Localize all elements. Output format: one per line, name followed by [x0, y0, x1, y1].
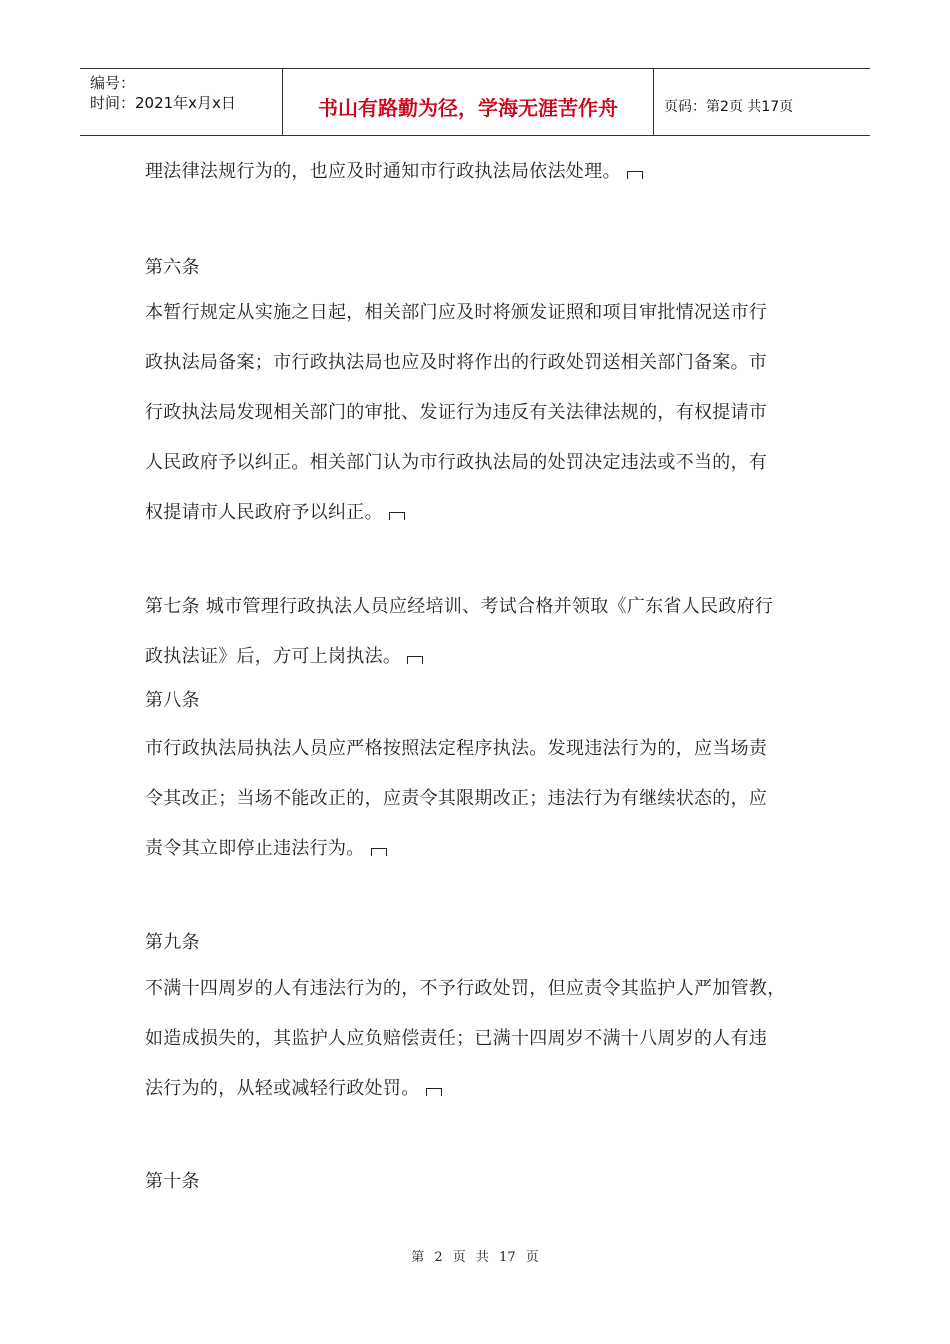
header-page-label: 页码：第2页 共17页 [664, 99, 794, 115]
article-8-line: 令其改正；当场不能改正的，应责令其限期改正；违法行为有继续状态的，应 [145, 788, 768, 809]
paragraph-line [145, 160, 643, 184]
page-footer: 第 2 页 共 17 页 [411, 1250, 539, 1265]
text-line: 政执法证》后，方可上岗执法。 [145, 646, 402, 667]
serial-label: 编号： [90, 74, 136, 92]
article-6-line: 人民政府予以纠正。相关部门认为市行政执法局的处罚决定违法或不当的，有 [145, 452, 768, 473]
article-10-title: 第十条 [145, 1171, 200, 1192]
text-line: 法行为的，从轻或减轻行政处罚。 [145, 1078, 420, 1099]
page-header [80, 68, 870, 136]
article-6-line-last [145, 501, 405, 525]
paragraph-mark-icon [371, 848, 387, 856]
text-line: 责令其立即停止违法行为。 [145, 838, 365, 859]
paragraph-mark-icon [627, 171, 643, 179]
time-label: 时间：2021年x月x日 [90, 94, 236, 112]
header-motto: 书山有路勤为径，学海无涯苦作舟 [282, 69, 654, 135]
article-6-line: 政执法局备案；市行政执法局也应及时将作出的行政处罚送相关部门备案。市 [145, 352, 768, 373]
article-6-line: 行政执法局发现相关部门的审批、发证行为违反有关法律法规的，有权提请市 [145, 402, 768, 423]
paragraph-mark-icon [407, 656, 423, 664]
article-7-line-last [145, 645, 423, 669]
text-line: 理法律法规行为的，也应及时通知市行政执法局依法处理。 [145, 161, 621, 182]
article-9-line: 不满十四周岁的人有违法行为的，不予行政处罚，但应责令其监护人严加管教， [145, 978, 786, 999]
article-8-line-last [145, 837, 387, 861]
article-9-line: 如造成损失的，其监护人应负赔偿责任；已满十四周岁不满十八周岁的人有违 [145, 1028, 768, 1049]
article-6-line: 本暂行规定从实施之日起，相关部门应及时将颁发证照和项目审批情况送市行 [145, 302, 768, 323]
paragraph-mark-icon [426, 1088, 442, 1096]
paragraph-mark-icon [389, 512, 405, 520]
article-9-line-last [145, 1077, 442, 1101]
article-9-title: 第九条 [145, 932, 200, 953]
article-6-title: 第六条 [145, 257, 200, 278]
header-meta [80, 69, 282, 135]
article-8-title: 第八条 [145, 690, 200, 711]
text-line: 权提请市人民政府予以纠正。 [145, 502, 383, 523]
article-8-line: 市行政执法局执法人员应严格按照法定程序执法。发现违法行为的，应当场责 [145, 738, 768, 759]
article-7-line: 第七条 城市管理行政执法人员应经培训、考试合格并领取《广东省人民政府行 [145, 596, 774, 617]
